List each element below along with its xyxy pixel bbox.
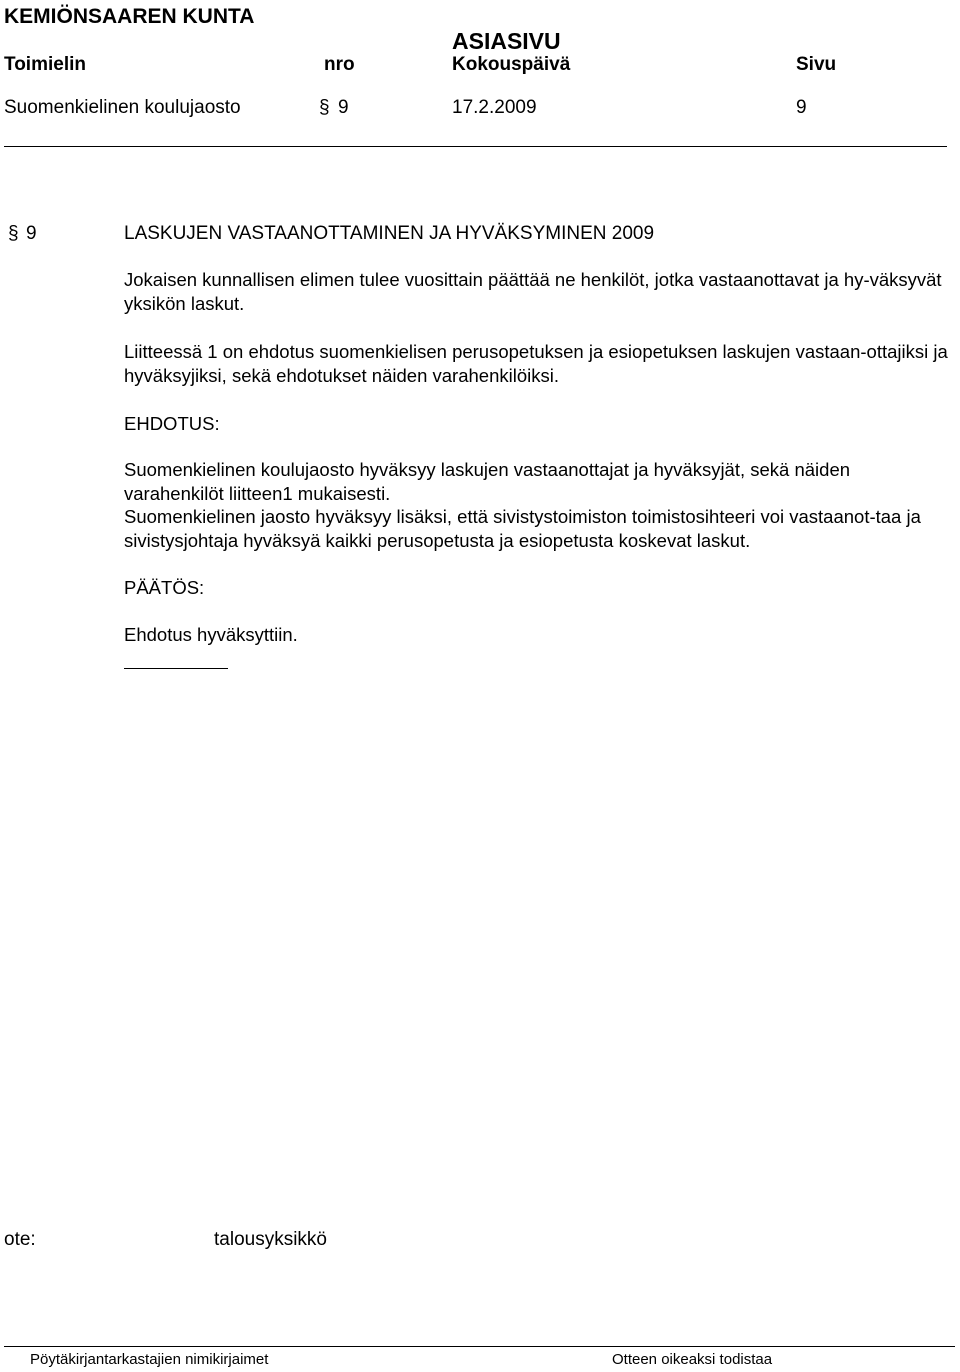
label-meeting-date: Kokouspäivä xyxy=(452,54,571,75)
organization-name: KEMIÖNSAAREN KUNTA xyxy=(4,5,255,28)
label-body: Toimielin xyxy=(4,54,86,75)
value-number: 9 xyxy=(338,97,349,118)
proposal-paragraph-2: Suomenkielinen jaosto hyväksyy lisäksi, että sivistystoimiston toimistosihteeri voi vastaanot-taa ja sivistysjohtaja hyväksyä kaikki perusopetusta ja esiopetusta koskevat laskut. xyxy=(124,506,921,551)
intro-paragraph-2: Liitteessä 1 on ehdotus suomenkielisen perusopetuksen ja esiopetuksen laskujen vastaan-ottajiksi ja hyväksyjiksi, sekä ehdotukset näiden varahenkilöiksi. xyxy=(124,341,948,386)
decision-label: PÄÄTÖS: xyxy=(124,577,205,598)
value-page: 9 xyxy=(796,97,807,118)
label-number: nro xyxy=(324,54,355,75)
extract-label: ote: xyxy=(4,1229,36,1250)
extract-recipient: talousyksikkö xyxy=(214,1229,327,1250)
footer-rule xyxy=(4,1346,955,1347)
section-symbol: § xyxy=(8,223,19,244)
decision-text: Ehdotus hyväksyttiin. xyxy=(124,624,298,645)
label-page: Sivu xyxy=(796,54,837,75)
decision-end-rule xyxy=(124,668,228,669)
proposal-label: EHDOTUS: xyxy=(124,413,220,434)
section-title: LASKUJEN VASTAANOTTAMINEN JA HYVÄKSYMINEN 2009 xyxy=(124,223,655,244)
footer-certified-copy: Otteen oikeaksi todistaa xyxy=(612,1351,773,1368)
proposal-paragraph-1: Suomenkielinen koulujaosto hyväksyy laskujen vastaanottajat ja hyväksyjät, sekä näiden varahenkilöt liitteen1 mukaisesti. xyxy=(124,459,851,504)
section-number: 9 xyxy=(26,223,37,244)
document-type: ASIASIVU xyxy=(452,28,561,54)
value-meeting-date: 17.2.2009 xyxy=(452,97,537,118)
header-rule xyxy=(4,146,947,147)
value-body: Suomenkielinen koulujaosto xyxy=(4,97,241,118)
footer-inspectors-initials: Pöytäkirjantarkastajien nimikirjaimet xyxy=(30,1351,269,1368)
intro-paragraph-1: Jokaisen kunnallisen elimen tulee vuosittain päättää ne henkilöt, jotka vastaanottavat ja hy-väksyvät yksikön laskut. xyxy=(124,269,942,314)
section-symbol-header: § xyxy=(319,97,330,118)
